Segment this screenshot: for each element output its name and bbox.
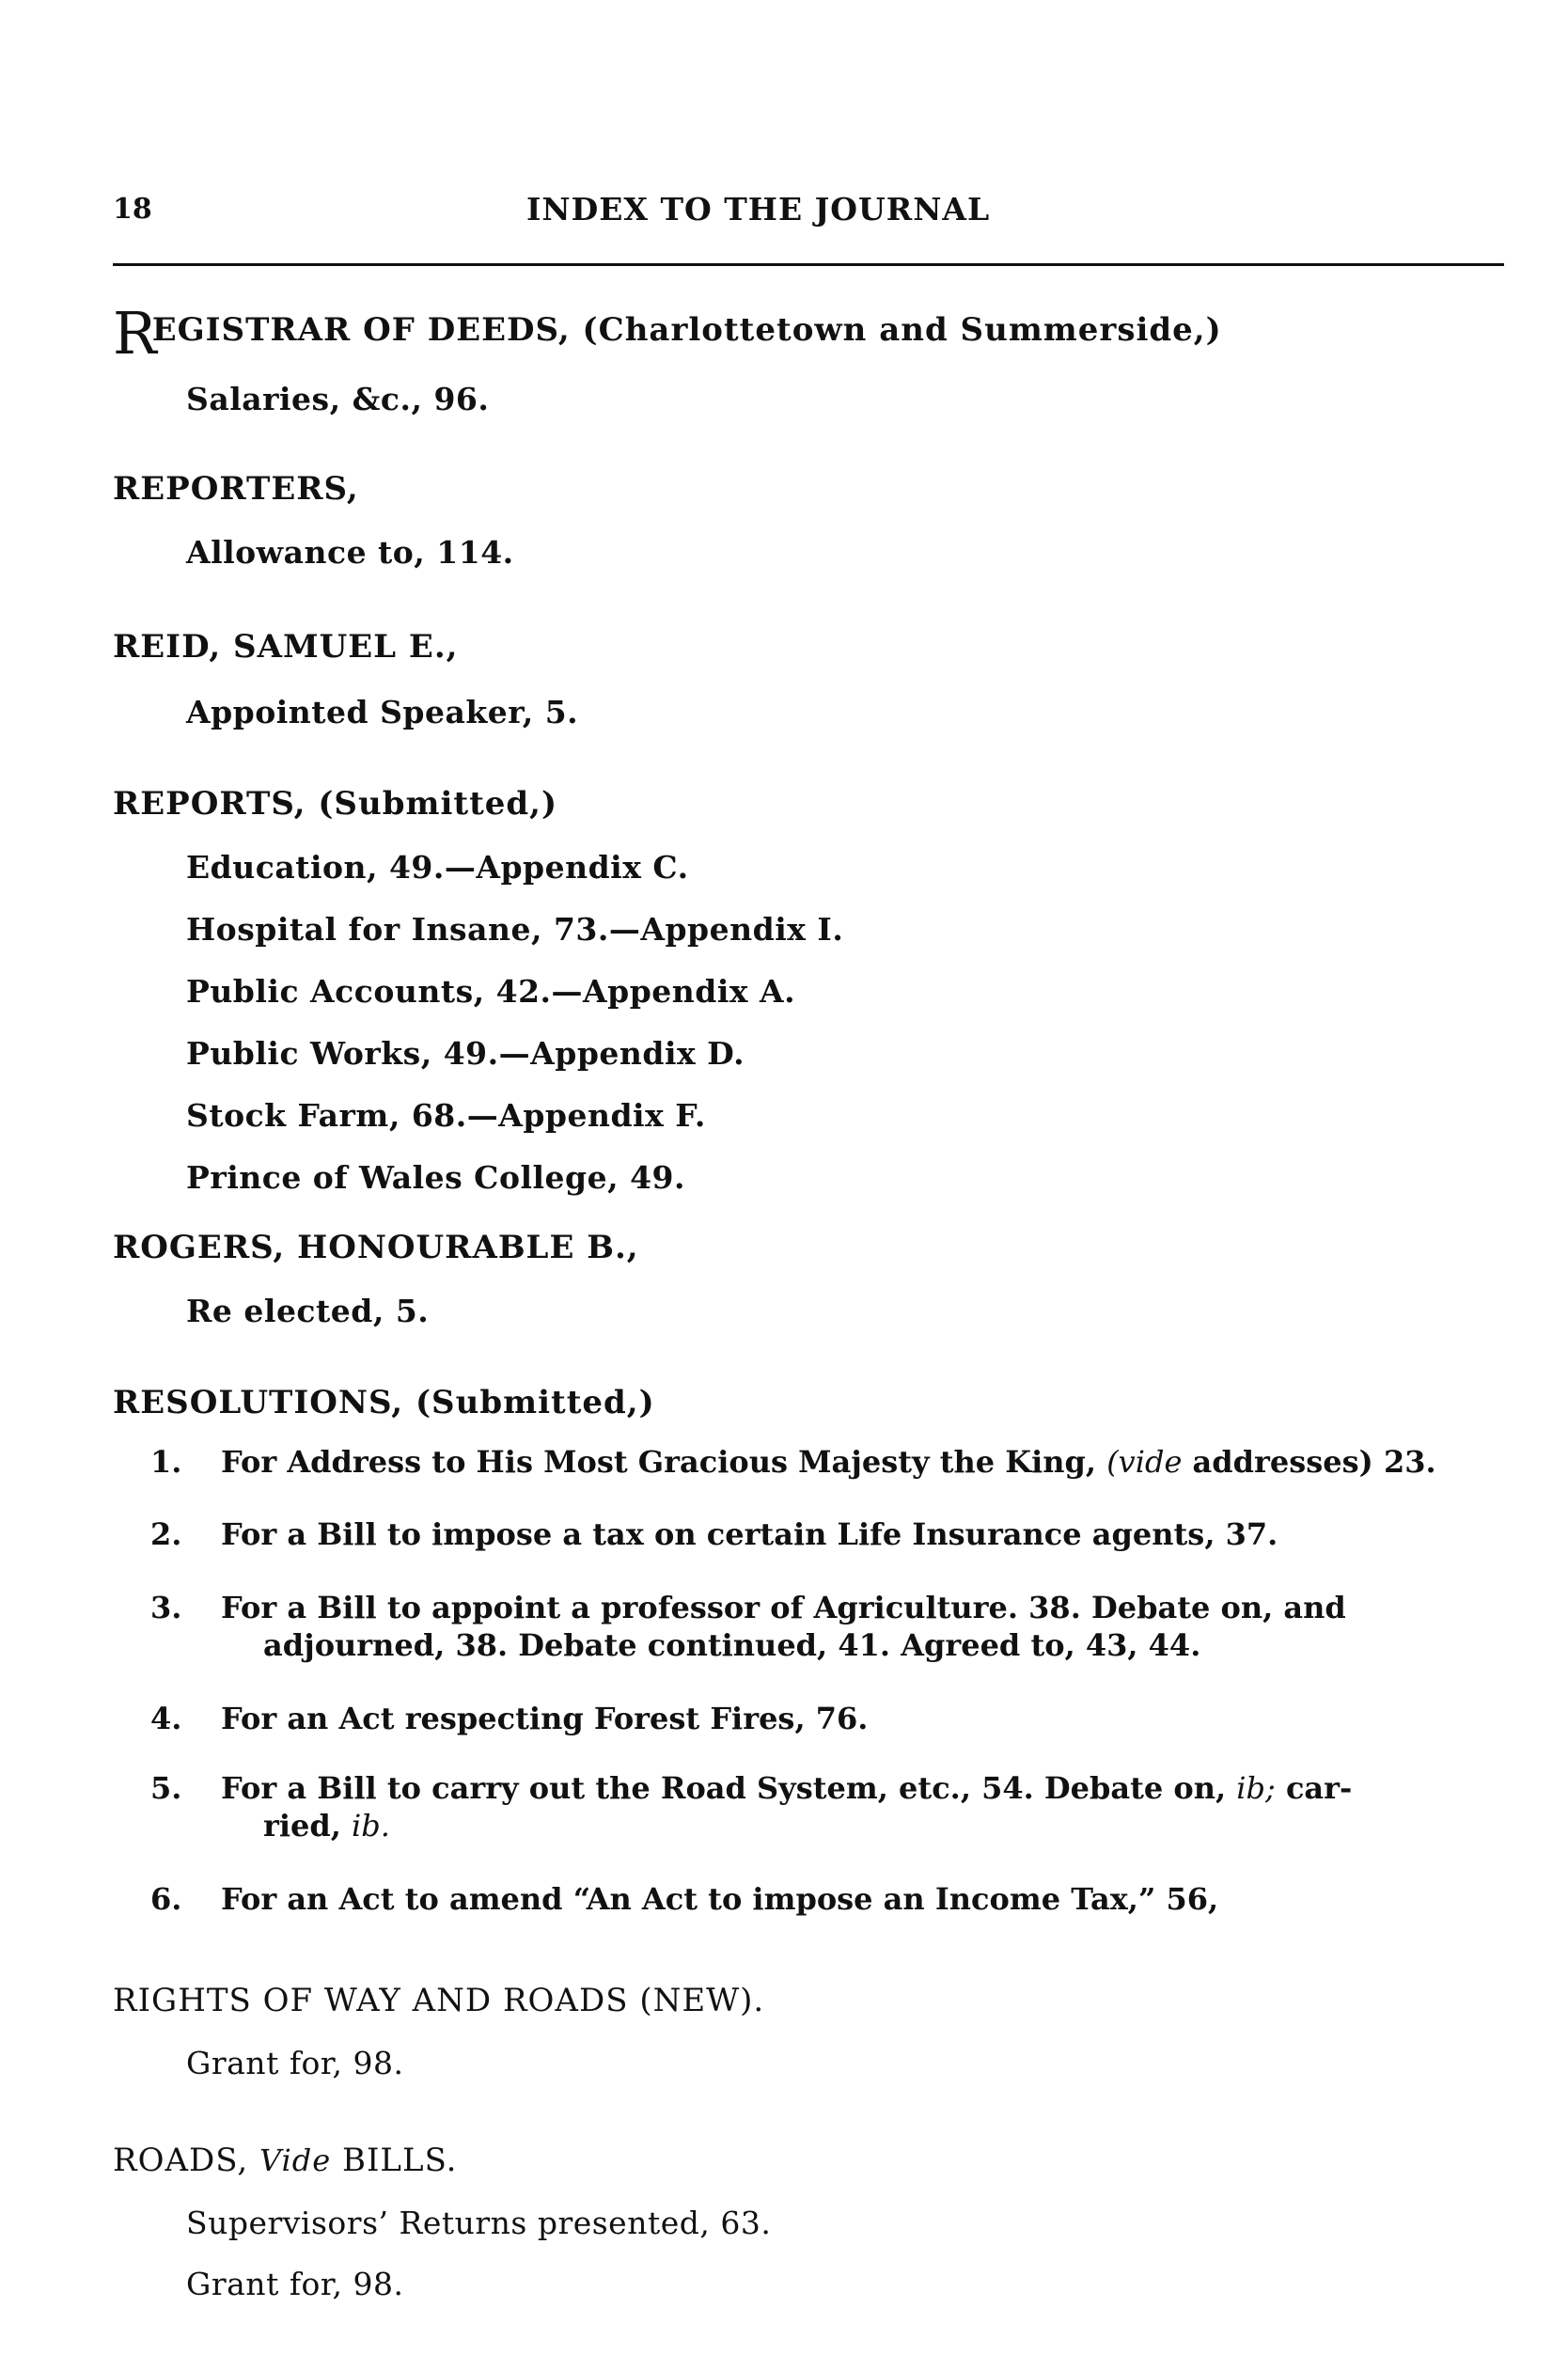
resolution-item <box>150 1515 1504 1557</box>
resolution-text <box>221 1769 1504 1844</box>
entry-heading-reports <box>113 785 557 823</box>
entry-heading-registrar <box>113 299 1222 368</box>
heading-text: ROADS, <box>113 2142 249 2179</box>
resolution-number: 4. <box>150 1701 182 1736</box>
resolution-item <box>150 1443 1504 1484</box>
resolution-number: 1. <box>150 1444 182 1480</box>
entry-subitem: Salaries, &c., 96. <box>186 381 490 417</box>
vide-reference: (vide <box>1106 1444 1183 1480</box>
entry-subitem: Public Accounts, 42.—Appendix A. <box>186 973 796 1010</box>
page-header <box>113 183 1504 240</box>
resolution-line: For a Bill to appoint a professor of Agriculture. 38. Debate on, and <box>221 1590 1346 1625</box>
entry-subitem: Public Works, 49.—Appendix D. <box>186 1035 745 1072</box>
heading-text: BILLS. <box>342 2142 458 2179</box>
heading-qualifier: (Submitted,) <box>318 785 558 823</box>
heading-text: RESOLUTIONS, <box>113 1384 404 1421</box>
resolution-text: For a Bill to impose a tax on certain Life Insurance agents, 37. <box>221 1516 1278 1552</box>
resolution-number: 5. <box>150 1770 182 1806</box>
resolution-line: adjourned, 38. Debate continued, 41. Agreed to, 43, 44. <box>263 1627 1201 1663</box>
entry-heading-rogers: ROGERS, HONOURABLE B., <box>113 1229 639 1266</box>
entry-heading-resolutions <box>113 1384 655 1421</box>
header-rule <box>113 263 1504 266</box>
entry-subitem: Appointed Speaker, 5. <box>186 694 579 730</box>
entry-heading-reid: REID, SAMUEL E., <box>113 628 459 666</box>
entry-subitem: Stock Farm, 68.—Appendix F. <box>186 1097 706 1134</box>
resolution-text-part: For a Bill to carry out the Road System, etc., 54. Debate on, <box>221 1770 1227 1806</box>
drop-cap-initial: R <box>113 299 158 368</box>
heading-text: EGISTRAR OF DEEDS, <box>151 311 571 349</box>
entry-subitem: Allowance to, 114. <box>186 534 514 571</box>
resolution-text <box>221 1443 1504 1481</box>
resolution-item <box>150 1880 1504 1922</box>
resolution-line <box>221 1807 1504 1844</box>
resolution-text-part: addresses) 23. <box>1192 1444 1436 1480</box>
entry-subitem: Education, 49.—Appendix C. <box>186 849 689 886</box>
resolution-item <box>150 1589 1504 1668</box>
resolution-text-part: For Address to His Most Gracious Majesty the King, <box>221 1444 1097 1480</box>
resolution-text: For an Act respecting Forest Fires, 76. <box>221 1701 869 1736</box>
heading-text: REPORTS, <box>113 785 306 823</box>
entry-heading-rights-of-way: RIGHTS OF WAY AND ROADS (NEW). <box>113 1982 765 2019</box>
resolution-text-part: ried, <box>263 1808 341 1844</box>
running-title: INDEX TO THE JOURNAL <box>526 191 991 228</box>
entry-subitem: Re elected, 5. <box>186 1293 430 1329</box>
entry-subitem: Hospital for Insane, 73.—Appendix I. <box>186 911 844 948</box>
entry-subitem: Supervisors’ Returns presented, 63. <box>186 2205 772 2241</box>
vide-reference: Vide <box>259 2142 332 2178</box>
resolution-text: For an Act to amend “An Act to impose an Income Tax,” 56, <box>221 1881 1219 1917</box>
resolution-item <box>150 1769 1504 1848</box>
entry-subitem: Grant for, 98. <box>186 2045 404 2081</box>
resolution-item <box>150 1700 1504 1741</box>
resolution-number: 6. <box>150 1881 182 1917</box>
entry-subitem: Prince of Wales College, 49. <box>186 1159 685 1196</box>
ibid-reference: ib. <box>352 1808 390 1844</box>
entry-heading-reporters: REPORTERS, <box>113 470 359 508</box>
entry-subitem: Grant for, 98. <box>186 2266 404 2302</box>
entry-heading-roads <box>113 2142 457 2179</box>
heading-qualifier: (Submitted,) <box>415 1384 655 1421</box>
heading-qualifier: (Charlottetown and Summerside,) <box>582 311 1222 349</box>
resolution-number: 3. <box>150 1590 182 1625</box>
page-number: 18 <box>113 193 152 226</box>
resolution-line <box>221 1769 1504 1807</box>
ibid-reference: ib; <box>1236 1770 1276 1806</box>
resolution-text-part: car- <box>1285 1770 1353 1806</box>
resolution-text <box>221 1589 1504 1664</box>
resolution-number: 2. <box>150 1516 182 1552</box>
